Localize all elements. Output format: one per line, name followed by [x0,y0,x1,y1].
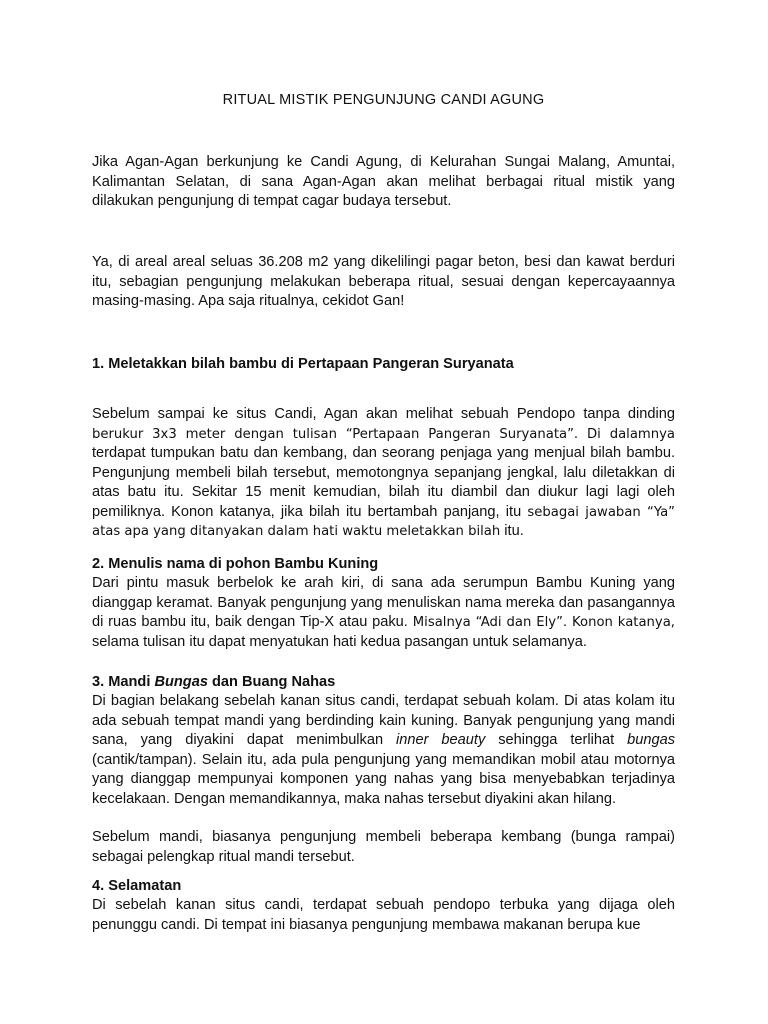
section-1-body: terdapat tumpukan batu dan kembang, dan seorang penjaga yang menjual bilah bambu. Pengunjung membeli bilah tersebut, memotongnya sepanjang jengkal, lalu diletakkan di atas batu itu. Sekitar 15 menit kemudian, bilah itu diambil dan diukur lagi lagi oleh pemiliknya. Konon katanya, jika bilah itu bertambah panjang, itu [92,445,675,520]
section-4-paragraph: Di sebelah kanan situs candi, terdapat sebuah pendopo terbuka yang dijaga oleh penunggu candi. Di tempat ini biasanya pengunjung membawa makanan berupa kue [92,897,675,933]
document-title: RITUAL MISTIK PENGUNJUNG CANDI AGUNG [222,92,545,108]
intro-paragraph-2: Ya, di areal areal seluas 36.208 m2 yang dikelilingi pagar beton, besi dan kawat berduri itu, sebagian pengunjung melakukan beberapa ritual, sesuai dengan kepercayaannya masing-masing. Apa saja ritualnya, cekidot Gan! [92,254,675,309]
section-3-text-1: Di bagian belakang sebelah kanan situs candi, terdapat sebuah kolam. Di atas kolam itu ada sebuah tempat mandi yang berdinding kain kuning. Banyak pengunjung yang mandi sana, yang diyakini dapat menimbulkan [92,693,675,748]
section-1-line-answer: sebagai jawaban “Ya” atas apa yang ditanyakan dalam hati waktu meletakkan bilah [92,504,676,539]
section-2-end: selama tulisan itu dapat menyatukan hati kedua pasangan untuk selamanya. [92,633,587,650]
section-heading-3-italic: Bungas [154,674,208,690]
section-1-end: itu. [504,523,524,539]
section-heading-4: 4. Selamatan [92,878,182,894]
section-3-text-2: sehingga terlihat [485,732,628,748]
section-2-example: Misalnya “Adi dan Ely”. Konon katanya, [407,615,675,630]
section-3-paragraph [92,692,675,809]
section-3-paragraph-2: Sebelum mandi, biasanya pengunjung membeli beberapa kembang (bunga rampai) sebagai pelengkap ritual mandi tersebut. [92,829,675,865]
section-3-text-3: (cantik/tampan). Selain itu, ada pula pengunjung yang memandikan mobil atau motornya yang dianggap mempunyai komponen yang nahas yang bisa menyebabkan terjadinya kecelakaan. Dengan memandikannya, maka nahas tersebut diyakini akan hilang. [92,751,675,807]
section-heading-3 [92,673,675,693]
section-1-paragraph [92,405,675,542]
section-1-line-1: Sebelum sampai ke situs Candi, Agan akan melihat sebuah Pendopo tanpa dinding [92,406,675,422]
section-3-italic-1: inner beauty [396,732,486,748]
section-heading-1: 1. Meletakkan bilah bambu di Pertapaan Pangeran Suryanata [92,356,514,372]
section-heading-3-part-2: dan Buang Nahas [207,674,336,690]
section-3-italic-2: bungas [627,732,675,748]
section-1-line-2: berukur 3x3 meter dengan tulisan “Pertapaan Pangeran Suryanata”. Di dalamnya [92,426,675,442]
section-2-body: Dari pintu masuk berbelok ke arah kiri, di sana ada serumpun Bambu Kuning yang dianggap keramat. Banyak pengunjung yang menuliskan nama mereka dan pasangannya di ruas bambu itu, baik dengan Tip-X atau paku. [92,575,675,630]
section-heading-2: 2. Menulis nama di pohon Bambu Kuning [92,556,379,572]
intro-paragraph-1: Jika Agan-Agan berkunjung ke Candi Agung, di Kelurahan Sungai Malang, Amuntai, Kalimantan Selatan, di sana Agan-Agan akan melihat berbagai ritual mistik yang dilakukan pengunjung di tempat cagar budaya tersebut. [92,154,675,209]
section-heading-3-part-1: 3. Mandi [92,674,155,690]
section-2-paragraph [92,574,675,652]
